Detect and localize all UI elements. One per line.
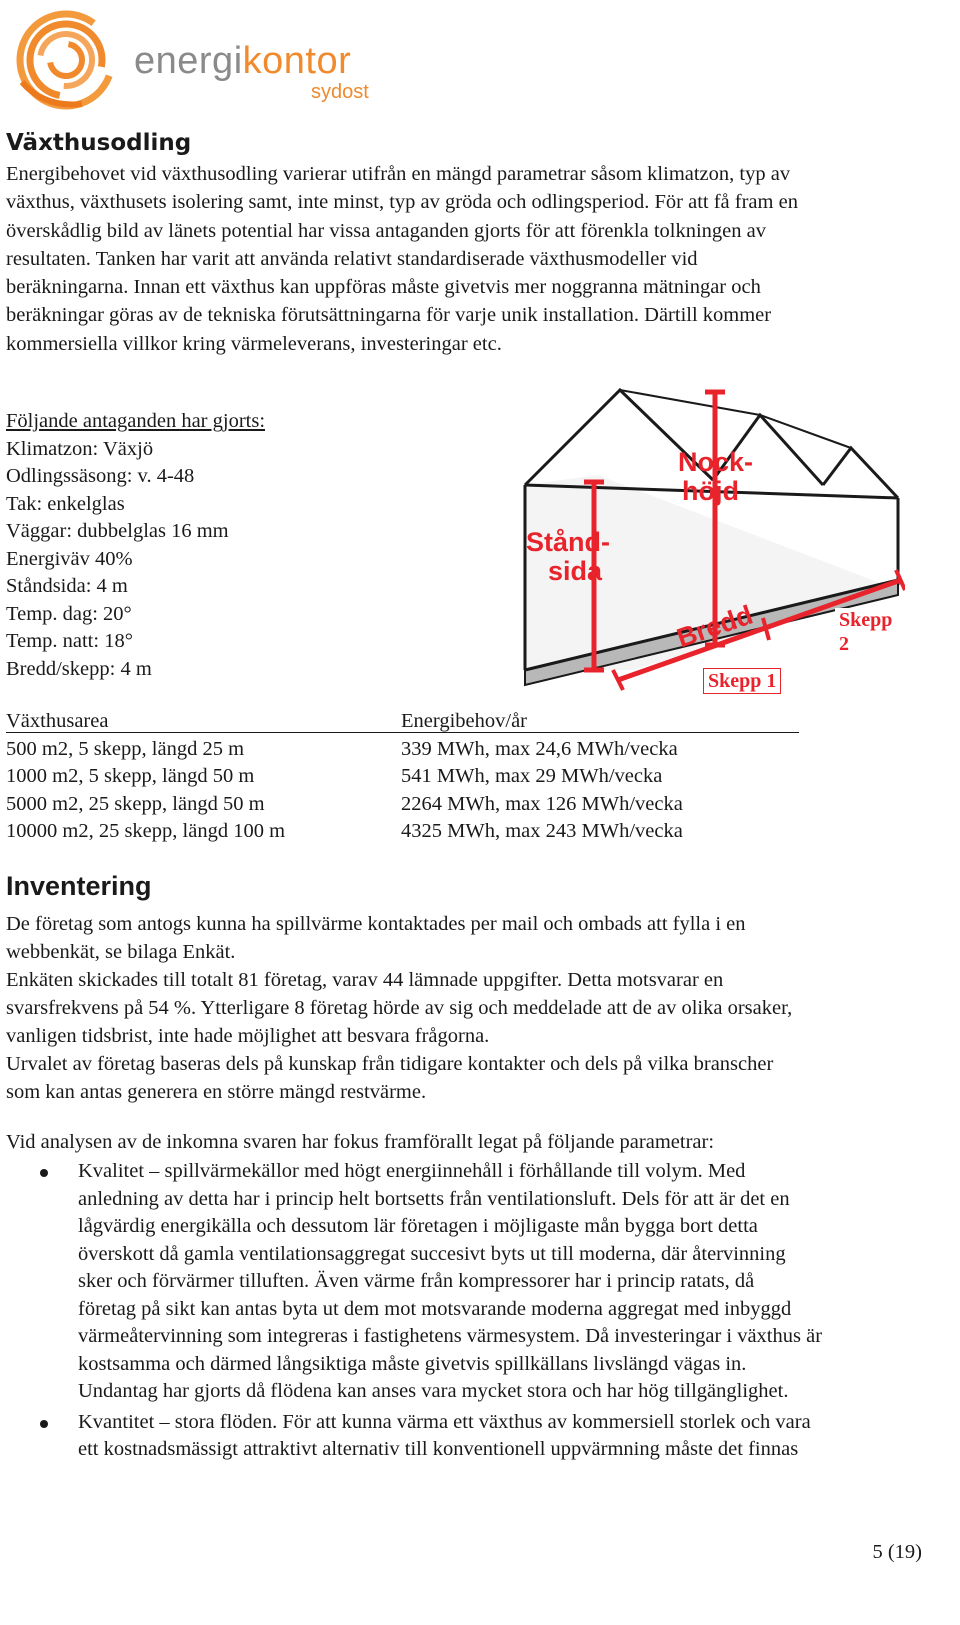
table-header-cell: Växthusarea [6, 710, 109, 732]
table-cell: 500 m2, 5 skepp, längd 25 m [6, 737, 245, 760]
label-bredd: Bredd [673, 599, 757, 654]
assumptions-title: Följande antaganden har gjorts: [6, 410, 266, 432]
paragraph-line: som kan antas generera en större mängd restvärme. [6, 1081, 427, 1103]
paragraph-line: överskådlig bild av länets potential har vissa antaganden gjorts för att förenkla tolkningen av [6, 219, 766, 242]
table-cell: 10000 m2, 25 skepp, längd 100 m [6, 820, 286, 842]
assumption-item: Klimatzon: Växjö [6, 437, 154, 460]
paragraph-line: Energibehovet vid växthusodling varierar utifrån en mängd parametrar såsom klimatzon, typ av [6, 163, 791, 185]
assumption-item: Väggar: dubbelglas 16 mm [6, 520, 229, 542]
analysis-intro: Vid analysen av de inkomna svaren har fokus framförallt legat på följande parametrar: [6, 1131, 715, 1153]
parameter-list [6, 1158, 936, 1467]
label-nockhojd: Nock- höjd [678, 447, 754, 506]
paragraph-line: svarsfrekvens på 54 %. Ytterligare 8 företag hörde av sig och meddelade att de av olika orsaker, [6, 997, 793, 1019]
assumption-item: Tak: enkelglas [6, 492, 125, 515]
table-cell: 2264 MWh, max 126 MWh/vecka [401, 792, 683, 815]
logo-wordmark: energikontor [134, 40, 352, 82]
company-logo [4, 4, 394, 114]
bullet-icon [40, 1169, 48, 1177]
table-row [6, 791, 806, 819]
header-underline [6, 732, 799, 733]
assumption-item: Energiväv 40% [6, 547, 133, 570]
assumption-item: Temp. natt: 18° [6, 630, 133, 652]
table-header-cell: Energibehov/år [401, 710, 527, 732]
assumptions-list [6, 408, 506, 683]
label-skepp2: Skepp 2 [835, 608, 905, 656]
list-item: Kvantitet – stora flöden. För att kunna värma ett växthus av kommersiell storlek och vara ett kostnadsmässigt attraktivt alternativ till konventionell uppvärmning måste det finnas [6, 1409, 936, 1464]
assumption-item: Ståndsida: 4 m [6, 575, 128, 597]
table-cell: 541 MWh, max 29 MWh/vecka [401, 765, 663, 787]
list-item: Kvalitet – spillvärmekällor med högt energiinnehåll i förhållande till volym. Med anledning av detta har i princip helt bortsetts från ventilationsluft. Dels för att är det en lågvärdig energikälla och dessutom lär företagen i möjligaste mån bygga bort detta överskott då gamla ventilationsaggregat succesivt byts ut till moderna, där återvinning sker och förvärmer tilluften. Även värme från kompressorer har i princip ratats, då företag på sikt kan antas byta ut dem mot motsvarande moderna aggregat med inbyggd värmeåtervinning som integreras i fastighetens värmesystem. Då investeringar i växthus är kostsamma och därmed långsiktiga måste givetvis spillkällans livslängd vägas in. Undantag har gjorts då flödena kan anses vara mycket stora och har hög tillgänglighet. [6, 1158, 936, 1406]
table-cell: 339 MWh, max 24,6 MWh/vecka [401, 737, 678, 760]
paragraph-line: beräkningar göras av de tekniska förutsättningarna för varje unik installation. Därtill kommer [6, 304, 772, 327]
label-standsida: Stånd- sida [526, 527, 610, 586]
energy-table [6, 708, 806, 846]
paragraph-line: kommersiella villkor kring värmeleverans, investeringar etc. [6, 332, 502, 355]
paragraph-line: De företag som antogs kunna ha spillvärme kontaktades per mail och ombads att fylla i en [6, 913, 746, 935]
paragraph-line: vanligen tidsbrist, inte hade möjlighet att besvara frågorna. [6, 1025, 490, 1047]
paragraph-line: Enkäten skickades till totalt 81 företag, varav 44 lämnade uppgifter. Detta motsvarar en [6, 969, 724, 991]
table-cell: 4325 MWh, max 243 MWh/vecka [401, 820, 683, 842]
section-heading-vaxthusodling: Växthusodling [6, 130, 192, 156]
table-row [6, 763, 806, 791]
table-cell: 1000 m2, 5 skepp, längd 50 m [6, 765, 255, 787]
section-paragraph [6, 160, 936, 358]
paragraph-line: resultaten. Tanken har varit att använda relativt standardiserade växthusmodeller vid [6, 247, 698, 270]
paragraph-line: webbenkät, se bilaga Enkät. [6, 941, 236, 963]
paragraph-line: växthus, växthusets isolering samt, inte minst, typ av gröda och odlingsperiod. För att få fram en [6, 191, 798, 214]
assumption-item: Temp. dag: 20° [6, 602, 132, 625]
table-row [6, 736, 806, 764]
table-cell: 5000 m2, 25 skepp, längd 50 m [6, 792, 265, 815]
logo-subtitle: sydost [311, 81, 369, 103]
label-skepp1: Skepp 1 [703, 668, 781, 694]
table-header-row [6, 708, 806, 736]
bullet-icon [40, 1420, 48, 1428]
paragraph-line: beräkningarna. Innan ett växthus kan uppföras måste givetvis mer noggranna mätningar och [6, 276, 761, 299]
page-number: 5 (19) [872, 1541, 922, 1563]
section-heading-inventering: Inventering [6, 871, 152, 901]
greenhouse-diagram [523, 380, 905, 702]
assumption-item: Odlingssäsong: v. 4-48 [6, 465, 195, 487]
section-paragraph [6, 910, 936, 1106]
swirl-logo-icon [4, 4, 129, 114]
assumption-item: Bredd/skepp: 4 m [6, 657, 152, 680]
table-row [6, 818, 806, 846]
paragraph-line: Urvalet av företag baseras dels på kunskap från tidigare kontakter och dels på vilka branscher [6, 1053, 774, 1075]
